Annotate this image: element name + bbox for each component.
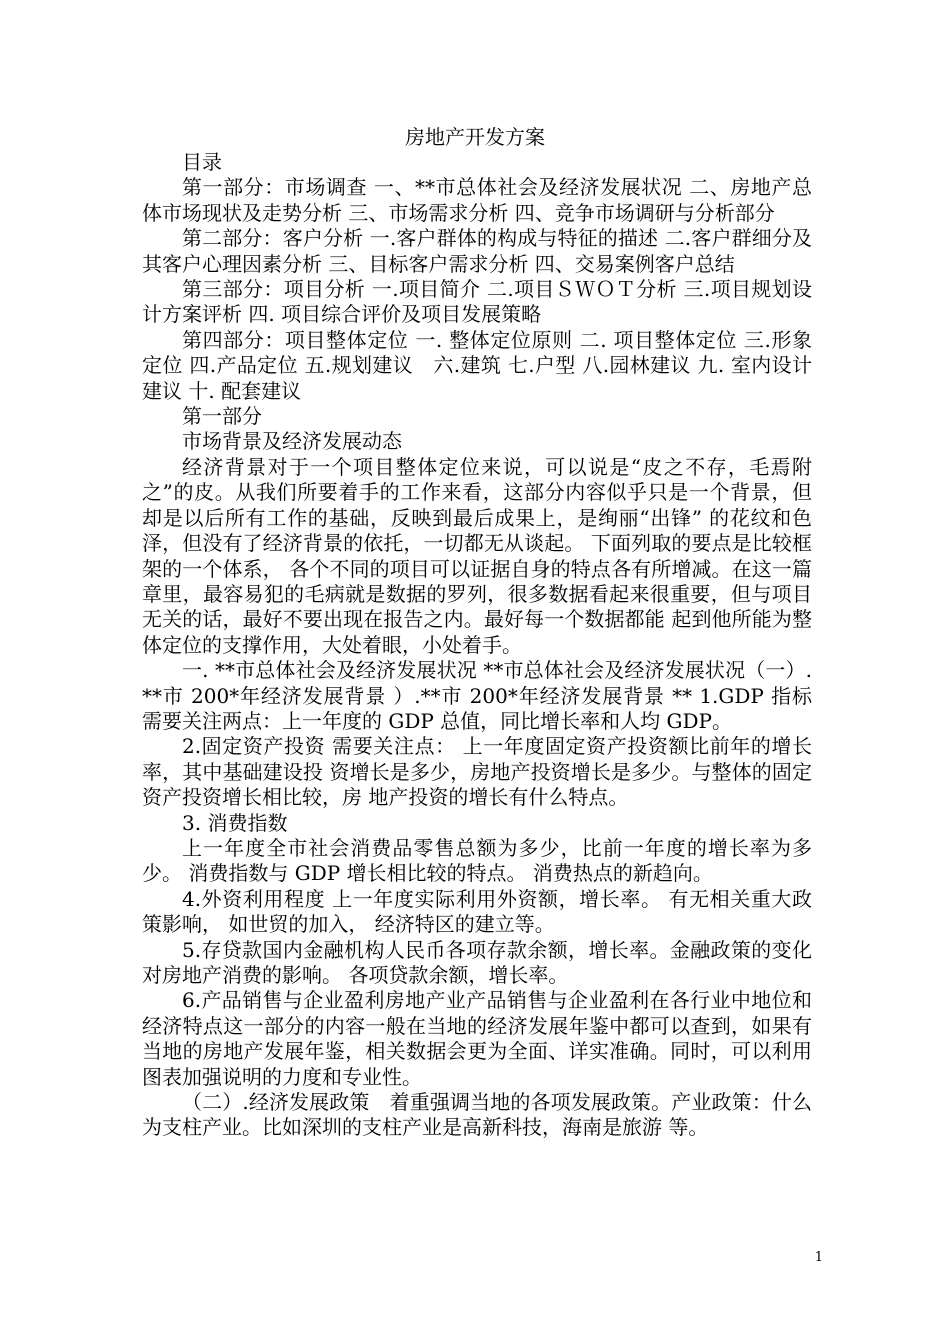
section-heading: 第一部分 [182,404,262,429]
body-paragraph: 经济背景对于一个项目整体定位来说，可以说是“皮之不存，毛焉附之”的皮。从我们所要着手的工作来看，这部分内容似乎只是一个背景，但却是以后所有工作的基础，反映到最后成果上，是绚丽“出锋” 的花纹和色泽，但没有了经济背景的依托，一切都无从谈起。 下面列取的要点是比较框架的一个体系， 各个不同的项目可以证据自身的特点各有所增减。在这一篇章里，最容易犯的毛病就是数据的罗列，很多数据看起来很重要，但与项目无关的话，最好不要出现在报告之内。最好每一个数据都能 起到他所能为整体定位的支撑作用，大处着眼，小处着手。 [142,454,812,657]
toc-part-3: 第三部分：项目分析 一.项目简介 二.项目ＳＷＯＴ分析 三.项目规划设计方案评析 四. 项目综合评价及项目发展策略 [142,277,812,327]
document-title: 房地产开发方案 [405,125,545,149]
toc-heading: 目录 [182,150,222,174]
page-number: 1 [814,1250,823,1265]
toc-part-4: 第四部分：项目整体定位 一. 整体定位原则 二. 项目整体定位 三.形象定位 四.产品定位 五.规划建议 六.建筑 七.户型 八.园林建议 九. 室内设计建议 十. 配套建议 [142,327,812,403]
body-paragraph: （二）.经济发展政策 着重强调当地的各项发展政策。产业政策：什么为支柱产业。比如深圳的支柱产业是高新科技，海南是旅游 等。 [142,1090,812,1140]
body-paragraph: 5.存贷款国内金融机构人民币各项存款余额，增长率。金融政策的变化对房地产消费的影响。 各项贷款余额，增长率。 [142,937,812,987]
toc-part-1: 第一部分：市场调查 一、**市总体社会及经济发展状况 二、房地产总体市场现状及走势分析 三、市场需求分析 四、竞争市场调研与分析部分 [142,175,812,225]
body-paragraph: 2.固定资产投资 需要关注点： 上一年度固定资产投资额比前年的增长率，其中基础建设投 资增长是多少，房地产投资增长是多少。与整体的固定资产投资增长相比较，房 地产投资的增长有什么特点。 [142,734,812,810]
body-paragraph: 3. 消费指数 [182,810,288,835]
body-paragraph: 6.产品销售与企业盈利房地产业产品销售与企业盈利在各行业中地位和经济特点这一部分的内容一般在当地的经济发展年鉴中都可以查到，如果有当地的房地产发展年鉴，相关数据会更为全面、详实准确。同时，可以利用图表加强说明的力度和专业性。 [142,988,812,1089]
body-paragraph: 一. **市总体社会及经济发展状况 **市总体社会及经济发展状况（一）.**市 200*年经济发展背景 ）.**市 200*年经济发展背景 ** 1.GDP 指标 需要关注两点：上一年度的 GDP 总值，同比增长率和人均 GDP。 [142,658,812,733]
body-paragraph: 上一年度全市社会消费品零售总额为多少，比前一年度的增长率为多少。 消费指数与 GDP 增长相比较的特点。 消费热点的新趋向。 [142,835,812,886]
section-subheading: 市场背景及经济发展动态 [182,429,402,454]
body-paragraph: 4.外资利用程度 上一年度实际利用外资额，增长率。 有无相关重大政策影响， 如世贸的加入， 经济特区的建立等。 [142,886,812,937]
document-body [142,150,812,1141]
toc-part-2: 第二部分：客户分析 一.客户群体的构成与特征的描述 二.客户群细分及其客户心理因素分析 三、目标客户需求分析 四、交易案例客户总结 [142,226,812,276]
